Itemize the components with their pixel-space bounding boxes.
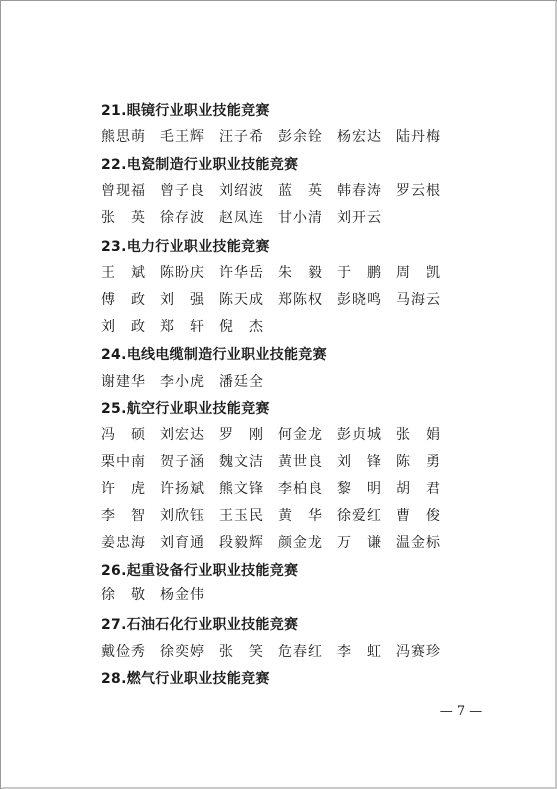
section-heading: 26.起重设备行业职业技能竞赛 [101, 563, 299, 579]
name-row [101, 506, 461, 526]
person-name: 张 英 [101, 210, 145, 226]
name-row [101, 317, 461, 337]
person-name: 李小虎 [160, 374, 204, 390]
person-name: 罗云根 [396, 183, 440, 199]
person-name: 谢建华 [101, 374, 145, 390]
name-row [101, 533, 461, 553]
person-name: 陈盼庆 [160, 265, 204, 281]
person-name: 倪 杰 [219, 319, 263, 335]
person-name: 徐爱红 [337, 508, 381, 524]
person-name: 曹 俊 [396, 508, 440, 524]
person-name: 张 笑 [219, 644, 263, 660]
section-heading: 21.眼镜行业职业技能竞赛 [101, 103, 270, 119]
section-heading: 23.电力行业职业技能竞赛 [101, 239, 270, 255]
person-name: 甘小清 [278, 210, 322, 226]
name-row [101, 425, 461, 445]
person-name: 黄 华 [278, 508, 322, 524]
person-name: 杨金伟 [160, 587, 204, 603]
person-name: 许 虎 [101, 481, 145, 497]
person-name: 许扬斌 [160, 481, 204, 497]
section-heading: 22.电瓷制造行业职业技能竞赛 [101, 157, 299, 173]
person-name: 郑陈权 [278, 292, 322, 308]
person-name: 刘绍波 [219, 183, 263, 199]
person-name: 熊思萌 [101, 129, 145, 145]
person-name: 冯 硕 [101, 427, 145, 443]
person-name: 段毅辉 [219, 535, 263, 551]
person-name: 汪子希 [219, 129, 263, 145]
name-row [101, 208, 461, 228]
person-name: 李 智 [101, 508, 145, 524]
section-heading: 27.石油石化行业职业技能竞赛 [101, 617, 299, 633]
person-name: 马海云 [396, 292, 440, 308]
person-name: 危春红 [278, 644, 322, 660]
person-name: 陆丹梅 [396, 129, 440, 145]
person-name: 韩春涛 [337, 183, 381, 199]
person-name: 彭余铨 [278, 129, 322, 145]
person-name: 刘 强 [160, 292, 204, 308]
person-name: 李 虹 [337, 644, 381, 660]
section-heading: 28.燃气行业职业技能竞赛 [101, 671, 270, 687]
person-name: 胡 君 [396, 481, 440, 497]
name-row [101, 263, 461, 283]
person-name: 朱 毅 [278, 265, 322, 281]
person-name: 周 凯 [396, 265, 440, 281]
person-name: 曾子良 [160, 183, 204, 199]
person-name: 蓝 英 [278, 183, 322, 199]
person-name: 贺子涵 [160, 454, 204, 470]
section-heading: 25.航空行业职业技能竞赛 [101, 401, 270, 417]
person-name: 何金龙 [278, 427, 322, 443]
person-name: 戴俭秀 [101, 644, 145, 660]
person-name: 张 娟 [396, 427, 440, 443]
person-name: 冯赛珍 [396, 644, 440, 660]
person-name: 许华岳 [219, 265, 263, 281]
name-row [101, 479, 461, 499]
person-name: 潘廷全 [219, 374, 263, 390]
name-row [101, 127, 461, 147]
person-name: 颜金龙 [278, 535, 322, 551]
person-name: 姜忠海 [101, 535, 145, 551]
name-row [101, 642, 461, 662]
person-name: 徐存波 [160, 210, 204, 226]
person-name: 杨宏达 [337, 129, 381, 145]
person-name: 陈 勇 [396, 454, 440, 470]
person-name: 刘欣钰 [160, 508, 204, 524]
person-name: 刘开云 [337, 210, 381, 226]
person-name: 罗 刚 [219, 427, 263, 443]
person-name: 彭晓鸣 [337, 292, 381, 308]
name-row [101, 585, 461, 605]
person-name: 黄世良 [278, 454, 322, 470]
person-name: 毛王辉 [160, 129, 204, 145]
name-row [101, 452, 461, 472]
person-name: 徐 敬 [101, 587, 145, 603]
person-name: 王玉民 [219, 508, 263, 524]
person-name: 温金标 [396, 535, 440, 551]
name-row [101, 372, 461, 392]
person-name: 于 鹏 [337, 265, 381, 281]
person-name: 曾现福 [101, 183, 145, 199]
section-heading: 24.电线电缆制造行业职业技能竞赛 [101, 347, 327, 363]
person-name: 魏文洁 [219, 454, 263, 470]
name-row [101, 181, 461, 201]
person-name: 栗中南 [101, 454, 145, 470]
person-name: 李柏良 [278, 481, 322, 497]
person-name: 陈天成 [219, 292, 263, 308]
person-name: 郑 轩 [160, 319, 204, 335]
person-name: 刘 政 [101, 319, 145, 335]
person-name: 傅 政 [101, 292, 145, 308]
person-name: 刘育通 [160, 535, 204, 551]
person-name: 刘宏达 [160, 427, 204, 443]
person-name: 赵凤连 [219, 210, 263, 226]
person-name: 刘 锋 [337, 454, 381, 470]
name-row [101, 290, 461, 310]
person-name: 徐奕婷 [160, 644, 204, 660]
person-name: 万 谦 [337, 535, 381, 551]
page-number: — 7 — [439, 704, 483, 719]
person-name: 黎 明 [337, 481, 381, 497]
person-name: 彭贞城 [337, 427, 381, 443]
person-name: 王 斌 [101, 265, 145, 281]
person-name: 熊文锋 [219, 481, 263, 497]
